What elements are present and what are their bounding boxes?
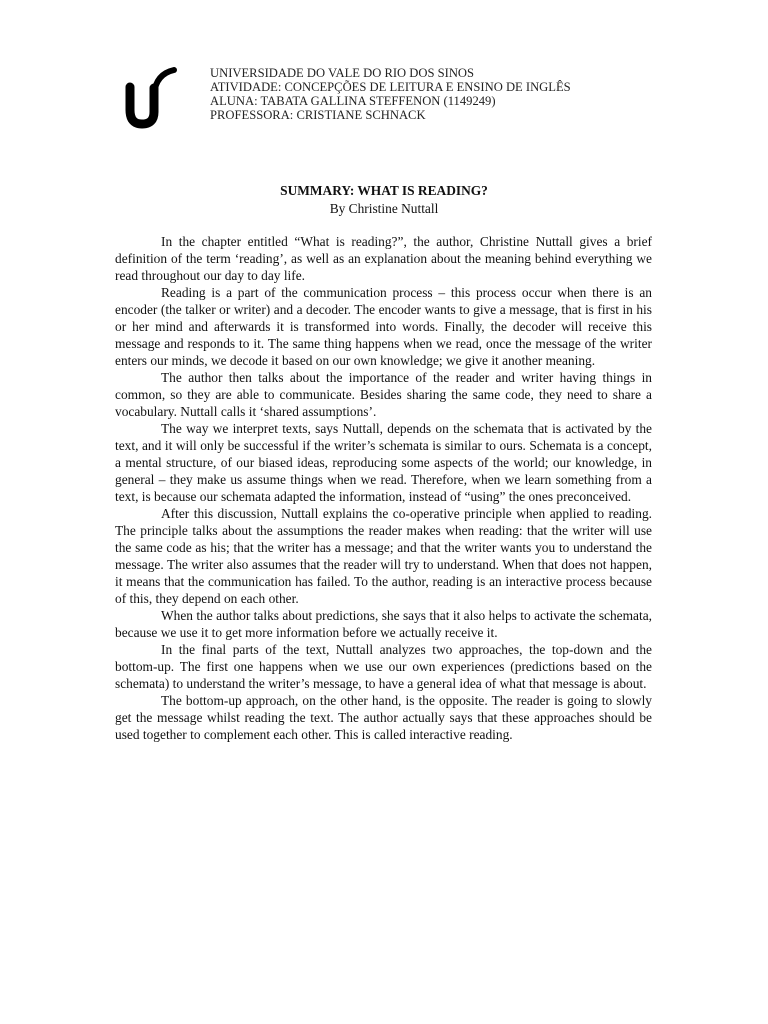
document-body — [115, 233, 652, 743]
paragraph: Reading is a part of the communication process – this process occur when there is an encoder (the talker or writer) and a decoder. The encoder wants to give a message, that is first in his or her mind and afterwards it is transformed into words. Finally, the decoder will receive this message and responds to it. The same thing happens when we read, once the message of the writer enters our minds, we decode it based on our own knowledge; we give it another meaning. — [115, 285, 652, 368]
paragraph: After this discussion, Nuttall explains the co-operative principle when applied to reading. The principle talks about the assumptions the reader makes when reading: that the writer will use the same code as his; that the writer has a message; and that the writer wants you to understand the message. The writer also assumes that the reader will try to understand. When that does not happen, it means that the communication has failed. To the author, reading is an interactive process because of this, they depend on each other. — [115, 506, 652, 606]
student-line: ALUNA: TABATA GALLINA STEFFENON (1149249) — [210, 94, 496, 108]
activity-line: ATIVIDADE: CONCEPÇÕES DE LEITURA E ENSINO DE INGLÊS — [210, 80, 571, 94]
paragraph: In the chapter entitled “What is reading?”, the author, Christine Nuttall gives a brief definition of the term ‘reading’, as well as an explanation about the meaning behind everything we read throughout our day to day life. — [115, 234, 652, 283]
paragraph: In the final parts of the text, Nuttall analyzes two approaches, the top-down and the bottom-up. The first one happens when we use our own experiences (predictions based on the schemata) to understand the writer’s message, to have a general idea of what that message is about. — [115, 642, 652, 691]
document-author: By Christine Nuttall — [329, 201, 439, 216]
unisinos-logo-icon — [124, 66, 184, 132]
paragraph: When the author talks about predictions, she says that it also helps to activate the schemata, because we use it to get more information before we actually receive it. — [115, 608, 652, 640]
paragraph: The bottom-up approach, on the other hand, is the opposite. The reader is going to slowly get the message whilst reading the text. The author actually says that these approaches should be used together to complement each other. This is called interactive reading. — [115, 693, 652, 742]
university-name: UNIVERSIDADE DO VALE DO RIO DOS SINOS — [210, 66, 475, 80]
paragraph: The way we interpret texts, says Nuttall, depends on the schemata that is activated by the text, and it will only be successful if the writer’s schemata is similar to ours. Schemata is a concept, a mental structure, of our biased ideas, reproducing some aspects of the world; our knowledge, in general – they make us assume things when we read. Therefore, when we learn something from a text, is because our schemata adapted the information, instead of “using” the ones preconceived. — [115, 421, 652, 504]
professor-line: PROFESSORA: CRISTIANE SCHNACK — [210, 108, 426, 122]
institution-header — [210, 66, 730, 122]
document-title: SUMMARY: WHAT IS READING? — [280, 183, 488, 198]
paragraph: The author then talks about the importance of the reader and writer having things in common, so they are able to communicate. Besides sharing the same code, they need to share a vocabulary. Nuttall calls it ‘shared assumptions’. — [115, 370, 652, 419]
